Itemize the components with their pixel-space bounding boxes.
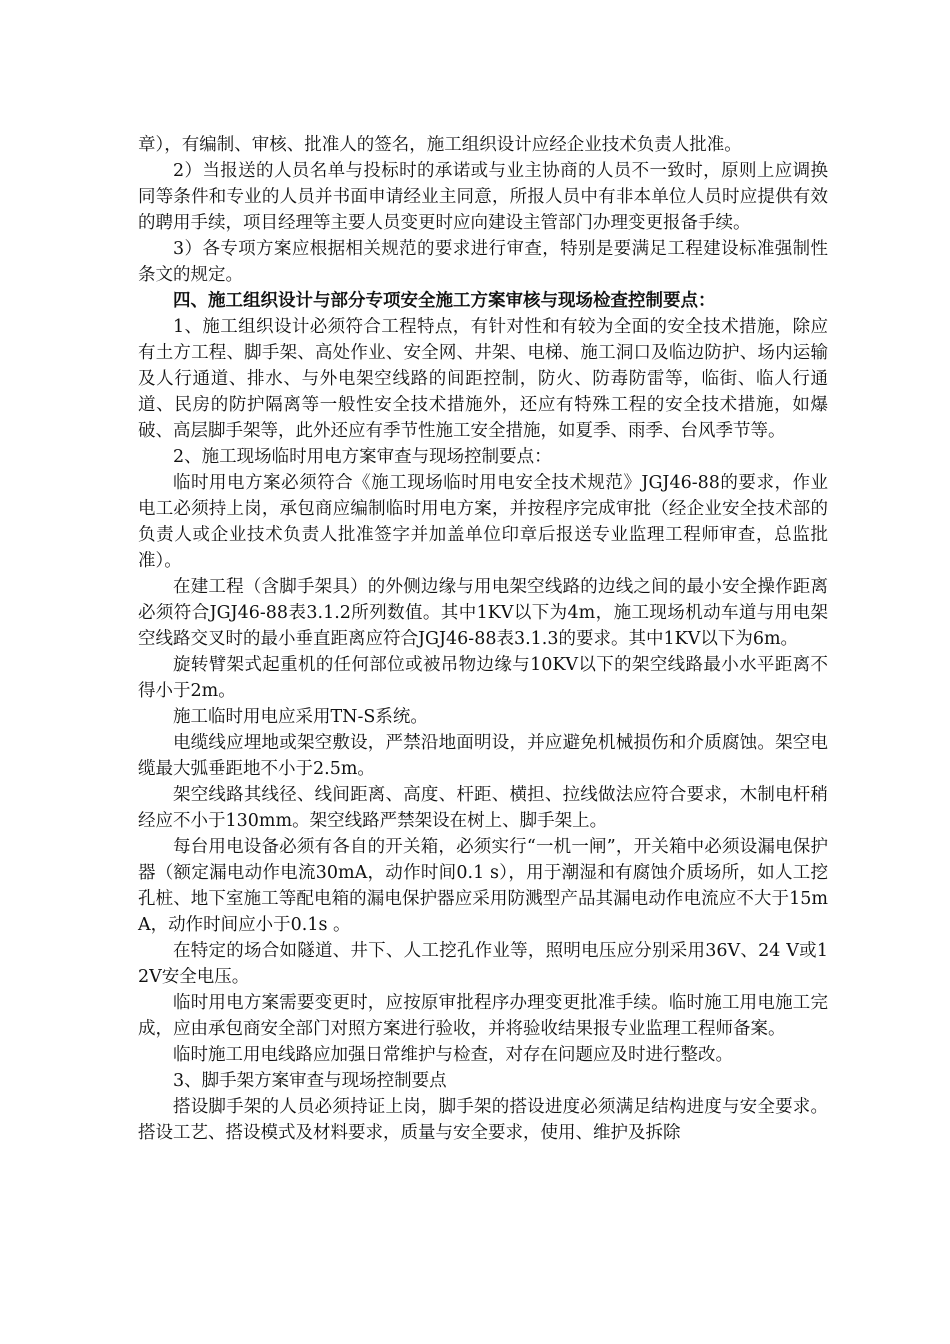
paragraph: 电缆线应埋地或架空敷设，严禁沿地面明设，并应避免机械损伤和介质腐蚀。架空电缆最大弧垂距地不小于2.5m。 [138, 733, 828, 779]
paragraph: 旋转臂架式起重机的任何部位或被吊物边缘与10KV以下的架空线路最小水平距离不得小于2m。 [138, 655, 828, 701]
document-page [138, 132, 828, 1146]
paragraph: 施工临时用电应采用TN-S系统。 [173, 707, 428, 727]
paragraph: 2）当报送的人员名单与投标时的承诺或与业主协商的人员不一致时，原则上应调换同等条件和专业的人员并书面申请经业主同意，所报人员中有非本单位人员时应提供有效的聘用手续，项目经理等主要人员变更时应向建设主管部门办理变更报备手续。 [138, 161, 828, 233]
paragraph: 1、施工组织设计必须符合工程特点，有针对性和有较为全面的安全技术措施，除应有土方工程、脚手架、高处作业、安全网、井架、电梯、施工洞口及临边防护、场内运输及人行通道、排水、与外电架空线路的间距控制，防火、防毒防雷等，临街、临人行通道、民房的防护隔离等一般性安全技术措施外，还应有特殊工程的安全技术措施，如爆破、高层脚手架等，此外还应有季节性施工安全措施，如夏季、雨季、台风季节等。 [138, 317, 828, 441]
subsection-heading: 2、施工现场临时用电方案审查与现场控制要点： [173, 447, 552, 467]
paragraph: 架空线路其线径、线间距离、高度、杆距、横担、拉线做法应符合要求，木制电杆稍经应不小于130mm。架空线路严禁架设在树上、脚手架上。 [138, 785, 828, 831]
paragraph: 3）各专项方案应根据相关规范的要求进行审查，特别是要满足工程建设标准强制性条文的规定。 [138, 239, 828, 285]
section-heading: 四、施工组织设计与部分专项安全施工方案审核与现场检查控制要点： [173, 291, 716, 311]
paragraph: 每台用电设备必须有各自的开关箱，必须实行“一机一闸”，开关箱中必须设漏电保护器（额定漏电动作电流30mA，动作时间0.1 s），用于潮湿和有腐蚀介质场所，如人工挖孔桩、地下室施工等配电箱的漏电保护器应采用防溅型产品其漏电动作电流应不大于15mA，动作时间应小于0.1s 。 [138, 837, 828, 935]
subsection-heading: 3、脚手架方案审查与现场控制要点 [173, 1071, 447, 1091]
paragraph: 临时施工用电线路应加强日常维护与检查，对存在问题应及时进行整改。 [173, 1045, 733, 1065]
paragraph: 在特定的场合如隧道、井下、人工挖孔作业等，照明电压应分别采用36V、24 V或12V安全电压。 [138, 941, 828, 987]
paragraph: 临时用电方案需要变更时，应按原审批程序办理变更批准手续。临时施工用电施工完成，应由承包商安全部门对照方案进行验收，并将验收结果报专业监理工程师备案。 [138, 993, 828, 1039]
paragraph: 在建工程（含脚手架具）的外侧边缘与用电架空线路的边线之间的最小安全操作距离必须符合JGJ46-88表3.1.2所列数值。其中1KV以下为4m，施工现场机动车道与用电架空线路交叉时的最小垂直距离应符合JGJ46-88表3.1.3的要求。其中1KV以下为6m。 [138, 577, 828, 649]
paragraph: 临时用电方案必须符合《施工现场临时用电安全技术规范》JGJ46-88的要求，作业电工必须持上岗，承包商应编制临时用电方案，并按程序完成审批（经企业安全技术部的负责人或企业技术负责人批准签字并加盖单位印章后报送专业监理工程师审查，总监批准）。 [138, 473, 828, 571]
paragraph: 章），有编制、审核、批准人的签名，施工组织设计应经企业技术负责人批准。 [138, 135, 742, 155]
paragraph: 搭设脚手架的人员必须持证上岗，脚手架的搭设进度必须满足结构进度与安全要求。搭设工艺、搭设模式及材料要求，质量与安全要求，使用、维护及拆除 [138, 1097, 828, 1143]
